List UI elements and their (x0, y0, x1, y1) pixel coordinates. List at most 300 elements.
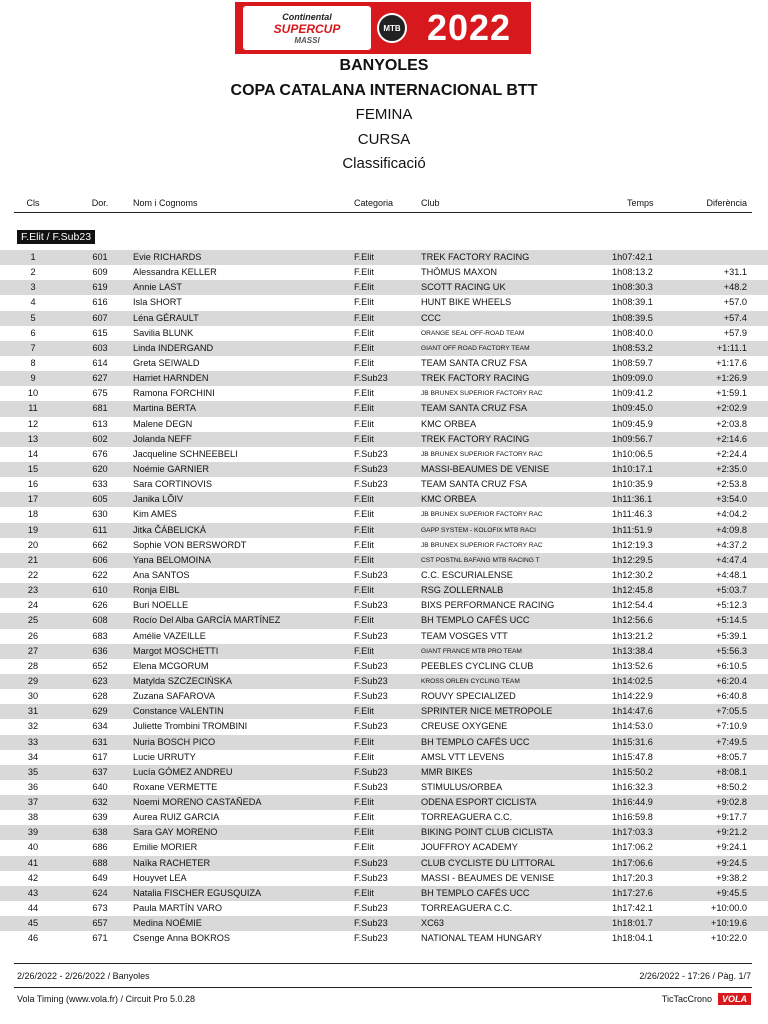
footer-rule (14, 963, 752, 964)
cell-cls: 9 (30, 373, 36, 384)
cell-diff: +9:38.2 (716, 872, 747, 883)
cell-time: 1h09:09.0 (612, 373, 653, 384)
cell-name: Lucía GÓMEZ ANDREU (133, 766, 233, 777)
cell-club: PEEBLES CYCLING CLUB (421, 660, 534, 671)
cell-dor: 616 (92, 297, 108, 308)
table-row (0, 280, 768, 295)
cell-dor: 613 (92, 418, 108, 429)
cell-dor: 675 (92, 388, 108, 399)
cell-name: Yana BELOMOINA (133, 554, 211, 565)
cell-dor: 608 (92, 615, 108, 626)
cell-club: BH TEMPLO CAFÉS UCC (421, 736, 530, 747)
cell-dor: 636 (92, 645, 108, 656)
cell-club: JB BRUNEX SUPERIOR FACTORY RAC (421, 541, 543, 549)
cell-cls: 17 (27, 494, 39, 505)
table-row (0, 916, 768, 931)
cell-club: THÖMUS MAXON (421, 267, 498, 278)
cell-time: 1h08:39.5 (612, 312, 653, 323)
cell-time: 1h14:02.5 (612, 675, 653, 686)
cell-name: Evie RICHARDS (133, 252, 202, 262)
cell-name: Ana SANTOS (133, 569, 190, 580)
cell-category: F.Sub23 (354, 872, 388, 883)
cell-time: 1h08:30.3 (612, 282, 653, 293)
cell-club: BIKING POINT CLUB CICLISTA (421, 827, 553, 838)
cell-name: Roxane VERMETTE (133, 781, 218, 792)
cell-name: Noemi MORENO CASTAÑEDA (133, 797, 262, 808)
cell-name: Nuria BOSCH PICO (133, 736, 216, 747)
footer-dates: 2/26/2022 - 2/26/2022 / Banyoles (17, 971, 150, 981)
cell-name: Lucie URRUTY (133, 751, 196, 762)
cell-category: F.Sub23 (354, 721, 388, 732)
cell-cls: 26 (27, 630, 39, 641)
cell-name: Sara CORTINOVIS (133, 479, 212, 490)
cell-cls: 32 (27, 721, 39, 732)
cell-category: F.Sub23 (354, 781, 388, 792)
provider-name: TicTacCrono (661, 994, 712, 1004)
cell-cls: 7 (30, 342, 36, 353)
cell-category: F.Elit (354, 797, 374, 808)
cell-cls: 40 (27, 842, 39, 853)
cell-category: F.Sub23 (354, 933, 388, 944)
cell-diff: +1:26.9 (716, 373, 747, 384)
cell-category: F.Elit (354, 297, 374, 308)
cell-club: ODENA ESPORT CICLISTA (421, 797, 537, 808)
table-row (0, 568, 768, 583)
cell-dor: 610 (92, 585, 108, 596)
cell-dor: 607 (92, 312, 108, 323)
cell-time: 1h09:45.9 (612, 418, 653, 429)
cell-name: Noémie GARNIER (133, 463, 210, 474)
cell-category: F.Sub23 (354, 600, 388, 611)
cell-cls: 11 (28, 403, 38, 414)
cell-category: F.Elit (354, 494, 374, 505)
cell-club: TEAM SANTA CRUZ FSA (421, 357, 528, 368)
table-row (0, 659, 768, 674)
cell-dor: 638 (92, 827, 108, 838)
table-row (0, 492, 768, 507)
cell-club: TEAM SANTA CRUZ FSA (421, 403, 528, 414)
cell-time: 1h10:35.9 (612, 479, 653, 490)
cell-category: F.Elit (354, 645, 374, 656)
cell-club: MASSI-BEAUMES DE VENISE (421, 463, 550, 474)
cell-club: CLUB CYCLISTE DU LITTORAL (421, 857, 556, 868)
cell-time: 1h17:42.1 (612, 903, 653, 914)
cell-cls: 13 (27, 433, 39, 444)
table-row (0, 765, 768, 780)
cell-time: 1h08:53.2 (612, 342, 653, 353)
cell-name: Léna GÉRAULT (133, 312, 199, 323)
cell-diff: +2:03.8 (716, 418, 747, 429)
cell-category: F.Elit (354, 357, 374, 368)
cell-diff: +6:10.5 (716, 660, 747, 671)
cell-cls: 4 (30, 297, 36, 308)
cell-time: 1h07:42.1 (612, 252, 653, 262)
table-row (0, 901, 768, 916)
cell-category: F.Elit (354, 539, 374, 550)
cell-name: Alessandra KELLER (133, 267, 217, 278)
cell-name: Kim AMES (133, 509, 177, 520)
cell-cls: 45 (27, 918, 39, 929)
table-row (0, 735, 768, 750)
cell-time: 1h09:56.7 (612, 433, 653, 444)
cell-diff: +2:02.9 (716, 403, 747, 414)
cell-diff: +7:10.9 (716, 721, 747, 732)
cell-cls: 23 (27, 585, 39, 596)
cell-time: 1h12:29.5 (612, 554, 653, 565)
cell-cls: 30 (27, 691, 39, 702)
cell-club: KROSS ORLEN CYCLING TEAM (421, 677, 520, 685)
cell-cls: 21 (27, 554, 39, 565)
footer-page: 2/26/2022 - 17:26 / Pàg. 1/7 (639, 971, 751, 981)
cell-time: 1h09:45.0 (612, 403, 653, 414)
cell-club: JB BRUNEX SUPERIOR FACTORY RAC (421, 511, 543, 519)
cell-cls: 12 (27, 418, 39, 429)
cell-club: XC63 (421, 918, 444, 929)
cell-club: NATIONAL TEAM HUNGARY (421, 933, 543, 944)
cell-dor: 681 (92, 403, 108, 414)
cell-name: Amélie VAZEILLE (133, 630, 206, 641)
cell-category: F.Elit (354, 585, 374, 596)
cell-category: F.Sub23 (354, 903, 388, 914)
cell-dor: 623 (92, 675, 108, 686)
cell-category: F.Elit (354, 433, 374, 444)
cell-time: 1h12:19.3 (612, 539, 653, 550)
table-row (0, 629, 768, 644)
cell-cls: 10 (27, 388, 39, 399)
cell-club: AMSL VTT LEVENS (421, 751, 505, 762)
cell-time: 1h17:03.3 (612, 827, 653, 838)
cell-cls: 1 (30, 252, 36, 262)
table-row (0, 674, 768, 689)
cell-dor: 627 (92, 373, 108, 384)
cell-club: TREK FACTORY RACING (421, 373, 530, 384)
cell-cls: 29 (27, 675, 39, 686)
col-name: Nom i Cognoms (133, 198, 198, 208)
cell-time: 1h11:36.1 (612, 494, 653, 505)
cell-diff: +4:47.4 (716, 554, 747, 565)
cell-name: Jacqueline SCHNEEBELI (133, 448, 238, 459)
cell-cls: 41 (27, 857, 39, 868)
cell-time: 1h18:04.1 (612, 933, 653, 944)
cell-diff: +10:19.6 (710, 918, 747, 929)
cell-name: Houyvet LEA (133, 872, 187, 883)
cell-category: F.Elit (354, 842, 374, 853)
cell-diff: +7:49.5 (716, 736, 747, 747)
table-row (0, 644, 768, 659)
table-row (0, 462, 768, 477)
cell-name: Savilia BLUNK (133, 327, 194, 338)
cell-club: TEAM VOSGES VTT (421, 630, 508, 641)
cell-time: 1h15:47.8 (612, 751, 653, 762)
table-row (0, 401, 768, 416)
cell-category: F.Elit (354, 418, 374, 429)
cell-dor: 683 (92, 630, 108, 641)
col-cls: Cls (26, 198, 40, 208)
cell-category: F.Sub23 (354, 373, 388, 384)
cell-name: Elena MCGORUM (133, 660, 209, 671)
competition-title: COPA CATALANA INTERNACIONAL BTT (230, 81, 538, 99)
cell-club: SCOTT RACING UK (421, 282, 506, 293)
cell-name: Aurea RUIZ GARCIA (133, 812, 220, 823)
cell-name: Malene DEGN (133, 418, 193, 429)
cell-diff: +4:37.2 (716, 539, 747, 550)
cell-name: Medina NOÉMIE (133, 918, 202, 929)
table-row (0, 689, 768, 704)
cell-time: 1h18:01.7 (612, 918, 653, 929)
cell-diff: +4:04.2 (716, 509, 747, 520)
cell-dor: 602 (92, 433, 108, 444)
cell-category: F.Elit (354, 312, 374, 323)
table-row (0, 750, 768, 765)
cell-time: 1h13:21.2 (612, 630, 653, 641)
cell-category: F.Elit (354, 342, 374, 353)
table-row (0, 265, 768, 280)
cell-category: F.Elit (354, 282, 374, 293)
table-row (0, 341, 768, 356)
table-row (0, 538, 768, 553)
cell-name: Paula MARTÍN VARO (133, 903, 223, 914)
cell-diff: +57.4 (723, 312, 747, 323)
cell-dor: 688 (92, 857, 108, 868)
cell-club: GAPP SYSTEM - KOLOFIX MTB RACI (421, 526, 536, 534)
cell-cls: 16 (27, 479, 39, 490)
cell-diff: +9:02.8 (716, 797, 747, 808)
cell-club: STIMULUS/ORBEA (421, 781, 503, 792)
cell-cls: 14 (27, 448, 39, 459)
cell-diff: +2:35.0 (716, 463, 747, 474)
cell-time: 1h13:38.4 (612, 645, 653, 656)
results-table (0, 250, 768, 946)
table-row (0, 871, 768, 886)
cell-time: 1h16:44.9 (612, 797, 653, 808)
cell-diff: +1:17.6 (716, 357, 747, 368)
cell-diff: +8:08.1 (716, 766, 747, 777)
header-banner (235, 2, 531, 54)
table-row (0, 432, 768, 447)
cell-category: F.Sub23 (354, 918, 388, 929)
cell-diff: +4:48.1 (716, 569, 747, 580)
cell-cls: 8 (30, 357, 36, 368)
table-row (0, 795, 768, 810)
document-titles (0, 54, 768, 177)
cell-name: Zuzana SAFAROVA (133, 691, 216, 702)
table-row (0, 447, 768, 462)
cell-time: 1h17:20.3 (612, 872, 653, 883)
cell-club: CST POSTNL BAFANG MTB RACING T (421, 556, 540, 564)
cell-dor: 606 (92, 554, 108, 565)
cell-dor: 619 (92, 282, 108, 293)
cell-diff: +8:50.2 (716, 781, 747, 792)
footer-provider (662, 993, 751, 1005)
cell-name: Juliette Trombini TROMBINI (133, 721, 248, 732)
cell-cls: 38 (27, 812, 39, 823)
cell-dor: 605 (92, 494, 108, 505)
cell-club: JB BRUNEX SUPERIOR FACTORY RAC (421, 390, 543, 398)
cell-name: Jolanda NEFF (133, 433, 192, 444)
table-row (0, 311, 768, 326)
table-row (0, 250, 768, 265)
cell-time: 1h17:06.6 (612, 857, 653, 868)
cell-category: F.Elit (354, 615, 374, 626)
cell-cls: 27 (27, 645, 39, 656)
cell-diff: +2:14.6 (716, 433, 747, 444)
cell-time: 1h17:06.2 (612, 842, 653, 853)
cell-club: SPRINTER NICE METROPOLE (421, 706, 553, 717)
table-row (0, 507, 768, 522)
cell-category: F.Sub23 (354, 448, 388, 459)
col-dor: Dor. (91, 198, 109, 208)
cell-dor: 629 (92, 706, 108, 717)
cell-cls: 24 (27, 600, 39, 611)
cell-dor: 603 (92, 342, 108, 353)
cell-cls: 19 (27, 524, 39, 535)
cell-club: JB BRUNEX SUPERIOR FACTORY RAC (421, 450, 543, 458)
cell-club: MMR BIKES (421, 766, 473, 777)
cell-category: F.Sub23 (354, 569, 388, 580)
col-category: Categoria (354, 198, 394, 208)
cell-category: F.Sub23 (354, 691, 388, 702)
cell-time: 1h11:46.3 (612, 509, 653, 520)
cell-time: 1h12:45.8 (612, 585, 653, 596)
cell-diff: +5:56.3 (716, 645, 747, 656)
cell-dor: 673 (92, 903, 108, 914)
cell-name: Ramona FORCHINI (133, 388, 215, 399)
cell-club: CCC (421, 312, 441, 323)
cell-club: BH TEMPLO CAFÉS UCC (421, 615, 530, 626)
cell-dor: 634 (92, 721, 108, 732)
cell-dor: 657 (92, 918, 108, 929)
cell-name: Csenge Anna BOKROS (133, 933, 231, 944)
cell-name: Martina BERTA (133, 403, 196, 414)
cell-time: 1h08:40.0 (612, 327, 653, 338)
cell-dor: 628 (92, 691, 108, 702)
cell-name: Natalia FISCHER EGUSQUIZA (133, 887, 262, 898)
cell-club: CREUSE OXYGENE (421, 721, 508, 732)
cell-diff: +5:39.1 (716, 630, 747, 641)
cell-diff: +5:12.3 (716, 600, 747, 611)
cell-category: F.Elit (354, 751, 374, 762)
cell-diff: +6:40.8 (716, 691, 747, 702)
table-row (0, 886, 768, 901)
cell-cls: 6 (30, 327, 36, 338)
cell-club: TREK FACTORY RACING (421, 433, 530, 444)
cell-category: F.Elit (354, 827, 374, 838)
cell-club: BH TEMPLO CAFÉS UCC (421, 887, 530, 898)
category-header: F.Elit / F.Sub23 (17, 230, 95, 244)
cell-dor: 615 (92, 327, 108, 338)
cell-name: Buri NOELLE (133, 600, 189, 611)
table-row (0, 719, 768, 734)
cell-club: TEAM SANTA CRUZ FSA (421, 479, 528, 490)
cell-category: F.Elit (354, 887, 374, 898)
cell-time: 1h10:17.1 (612, 463, 653, 474)
cell-diff: +57.0 (723, 297, 747, 308)
cell-cls: 18 (27, 509, 39, 520)
table-row (0, 613, 768, 628)
cell-diff: +6:20.4 (716, 675, 747, 686)
cell-time: 1h08:39.1 (612, 297, 653, 308)
table-row (0, 583, 768, 598)
classification-title: Classificació (342, 155, 426, 172)
cell-cls: 36 (27, 781, 39, 792)
cell-club: GIANT FRANCE MTB PRO TEAM (421, 647, 522, 655)
cell-dor: 639 (92, 812, 108, 823)
vola-logo: VOLA (718, 993, 751, 1005)
cell-club: RSG ZOLLERNALB (421, 585, 504, 596)
cell-dor: 630 (92, 509, 108, 520)
cell-name: Ronja EIBL (133, 585, 180, 596)
cell-club: KMC ORBEA (421, 418, 477, 429)
cell-name: Janika LÕIV (133, 494, 184, 505)
cell-name: Matylda SZCZECIŃSKA (133, 675, 233, 686)
cell-diff: +4:09.8 (716, 524, 747, 535)
cell-category: F.Sub23 (354, 660, 388, 671)
cell-category: F.Elit (354, 524, 374, 535)
cell-cls: 5 (30, 312, 36, 323)
table-row (0, 704, 768, 719)
cell-time: 1h15:50.2 (612, 766, 653, 777)
cell-dor: 620 (92, 463, 108, 474)
cell-diff: +1:11.1 (716, 342, 747, 353)
table-row (0, 371, 768, 386)
cell-category: F.Elit (354, 327, 374, 338)
cell-dor: 652 (92, 660, 108, 671)
cell-diff: +5:14.5 (716, 615, 747, 626)
cell-time: 1h14:53.0 (612, 721, 653, 732)
cell-name: Linda INDERGAND (133, 342, 214, 353)
cell-time: 1h10:06.5 (612, 448, 653, 459)
cell-time: 1h14:47.6 (612, 706, 653, 717)
cell-diff: +3:54.0 (716, 494, 747, 505)
cell-cls: 28 (27, 660, 39, 671)
cell-dor: 649 (92, 872, 108, 883)
cell-cls: 33 (27, 736, 39, 747)
cell-dor: 626 (92, 600, 108, 611)
table-row (0, 356, 768, 371)
cell-dor: 686 (92, 842, 108, 853)
table-row (0, 417, 768, 432)
city-title: BANYOLES (339, 57, 429, 74)
cell-club: MASSI - BEAUMES DE VENISE (421, 872, 555, 883)
cell-cls: 22 (27, 569, 39, 580)
cell-club: TORREAGUERA C.C. (421, 812, 513, 823)
cell-name: Harriet HARNDEN (133, 373, 209, 384)
table-row (0, 523, 768, 538)
cell-cls: 20 (27, 539, 39, 550)
col-club: Club (421, 198, 440, 208)
cell-club: BIXS PERFORMANCE RACING (421, 600, 555, 611)
cell-time: 1h13:52.6 (612, 660, 653, 671)
cell-diff: +9:21.2 (716, 827, 747, 838)
cell-time: 1h16:59.8 (612, 812, 653, 823)
cell-cls: 44 (27, 903, 39, 914)
cell-dor: 631 (92, 736, 108, 747)
cell-club: KMC ORBEA (421, 494, 477, 505)
cell-name: Sophie VON BERSWORDT (133, 539, 247, 550)
cell-category: F.Sub23 (354, 675, 388, 686)
cell-diff: +10:00.0 (710, 903, 747, 914)
cell-cls: 25 (27, 615, 39, 626)
cell-cls: 43 (27, 887, 39, 898)
cell-cls: 46 (27, 933, 39, 944)
table-row (0, 295, 768, 310)
table-row (0, 780, 768, 795)
cell-cls: 39 (27, 827, 39, 838)
table-row (0, 825, 768, 840)
cell-name: Rocío Del Alba GARCÍA MARTÍNEZ (133, 615, 281, 626)
cell-club: GIANT OFF ROAD FACTORY TEAM (421, 344, 530, 352)
cell-category: F.Sub23 (354, 463, 388, 474)
